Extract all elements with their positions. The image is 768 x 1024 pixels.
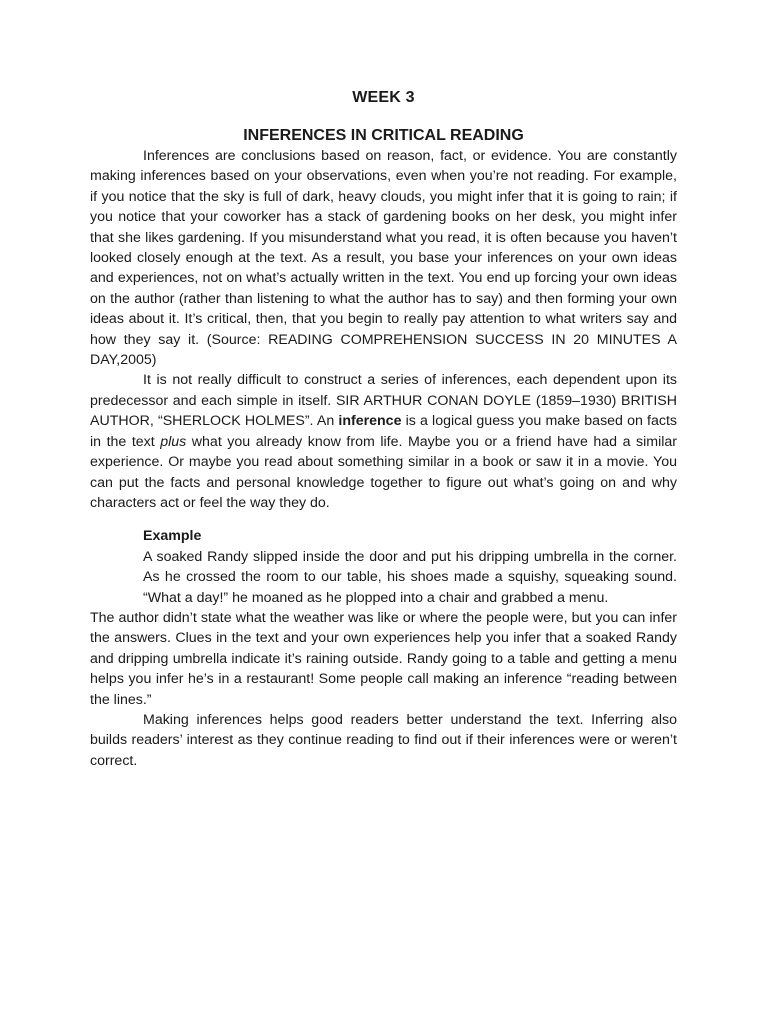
paragraph-analysis: The author didn’t state what the weather was like or where the people were, but you can infer the answers. Clues in the text and your own experiences help you infer that a soaked Randy and dripping umbrella indicate it’s raining outside. Randy going to a table and getting a menu helps you infer he’s in a restaurant! Some people call making an inference “reading between the lines.” <box>90 609 677 708</box>
document-page <box>90 88 677 771</box>
paragraph-conclusion: Making inferences helps good readers better understand the text. Inferring also builds readers’ interest as they continue reading to find out if their inferences were or weren’t correct. <box>90 711 677 769</box>
paragraph-text: is a logical guess you make based on facts in the text <box>90 413 677 450</box>
example-text: A soaked Randy slipped inside the door and put his dripping umbrella in the corner. As he crossed the room to our table, his shoes made a squishy, squeaking sound. “What a day!” he moaned as he plopped into a chair and grabbed a menu. <box>143 548 677 606</box>
italic-term-plus: plus <box>160 433 187 450</box>
week-heading: WEEK 3 <box>352 89 415 106</box>
document-title: INFERENCES IN CRITICAL READING <box>243 127 524 144</box>
paragraph-text: what you already know from life. Maybe you or a friend have had a similar experience. Or maybe you read about something similar in a book or saw it in a movie. You can put the facts and personal knowledge together to figure out what’s going on and why characters act or feel the way they do. <box>90 433 677 511</box>
paragraph-inference-explanation <box>90 370 677 513</box>
bold-term-inference: inference <box>338 413 402 430</box>
example-heading: Example <box>143 528 202 545</box>
paragraph-definition: Inferences are conclusions based on reason, fact, or evidence. You are constantly making inferences based on your observations, even when you’re not reading. For example, if you notice that the sky is full of dark, heavy clouds, you might infer that it is going to rain; if you notice that your coworker has a stack of gardening books on her desk, you might infer that she likes gardening. If you misunderstand what you read, it is often because you haven’t looked closely enough at the text. As a result, you base your inferences on your own ideas and experiences, not on what’s actually written in the text. You end up forcing your own ideas on the author (rather than listening to what the author has to say) and then forming your own ideas about it. It’s critical, then, that you begin to really pay attention to what writers say and how they say it. (Source: READING COMPREHENSION SUCCESS IN 20 MINUTES A DAY,2005) <box>90 148 677 369</box>
paragraph-text: It is not really difficult to construct a series of inferences, each dependent upon its predecessor and each simple in itself. SIR ARTHUR CONAN DOYLE (1859–1930) BRITISH AUTHOR, “SHERLOCK HOLMES”. An <box>90 372 677 430</box>
example-block <box>143 526 677 608</box>
